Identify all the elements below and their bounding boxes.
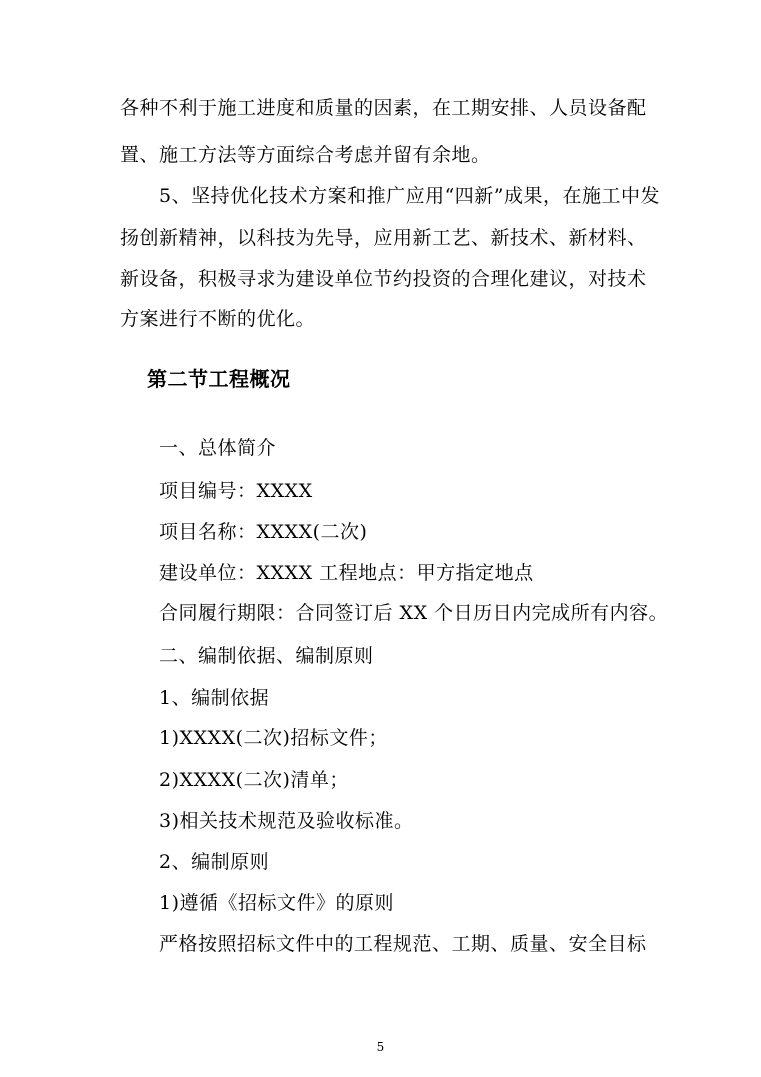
- basis-heading: 二、编制依据、编制原则: [159, 645, 374, 667]
- contract-period: 合同履行期限：合同签订后 XX 个日历日内完成所有内容。: [159, 602, 669, 624]
- basis-sub1-heading: 1、编制依据: [159, 687, 270, 709]
- basis-item: 1)XXXX(二次)招标文件；: [159, 727, 388, 749]
- principle-item: 1)遵循《招标文件》的原则: [159, 892, 395, 914]
- basis-item: 3)相关技术规范及验收标准。: [159, 810, 414, 832]
- paragraph-line: 方案进行不断的优化。: [120, 308, 316, 330]
- paragraph-line: 新设备，积极寻求为建设单位节约投资的合理化建议，对技术: [120, 268, 647, 290]
- paragraph-line: 置、施工方法等方面综合考虑并留有余地。: [120, 144, 491, 166]
- project-number: 项目编号：XXXX: [159, 480, 313, 502]
- basis-sub2-heading: 2、编制原则: [159, 851, 270, 873]
- principle-text: 严格按照招标文件中的工程规范、工期、质量、安全目标: [159, 933, 647, 955]
- paragraph-line: 扬创新精神，以科技为先导，应用新工艺、新技术、新材料、: [120, 227, 647, 249]
- paragraph-line: 各种不利于施工进度和质量的因素，在工期安排、人员设备配: [120, 97, 647, 119]
- overview-heading: 一、总体简介: [159, 437, 277, 459]
- section-title: 第二节工程概况: [147, 367, 291, 391]
- project-name: 项目名称：XXXX(二次): [159, 521, 368, 543]
- basis-item: 2)XXXX(二次)清单；: [159, 769, 349, 791]
- page-number: 5: [376, 1040, 385, 1054]
- paragraph-line: 5、坚持优化技术方案和推广应用“四新”成果，在施工中发: [159, 185, 661, 207]
- construction-unit: 建设单位：XXXX 工程地点：甲方指定地点: [159, 562, 534, 584]
